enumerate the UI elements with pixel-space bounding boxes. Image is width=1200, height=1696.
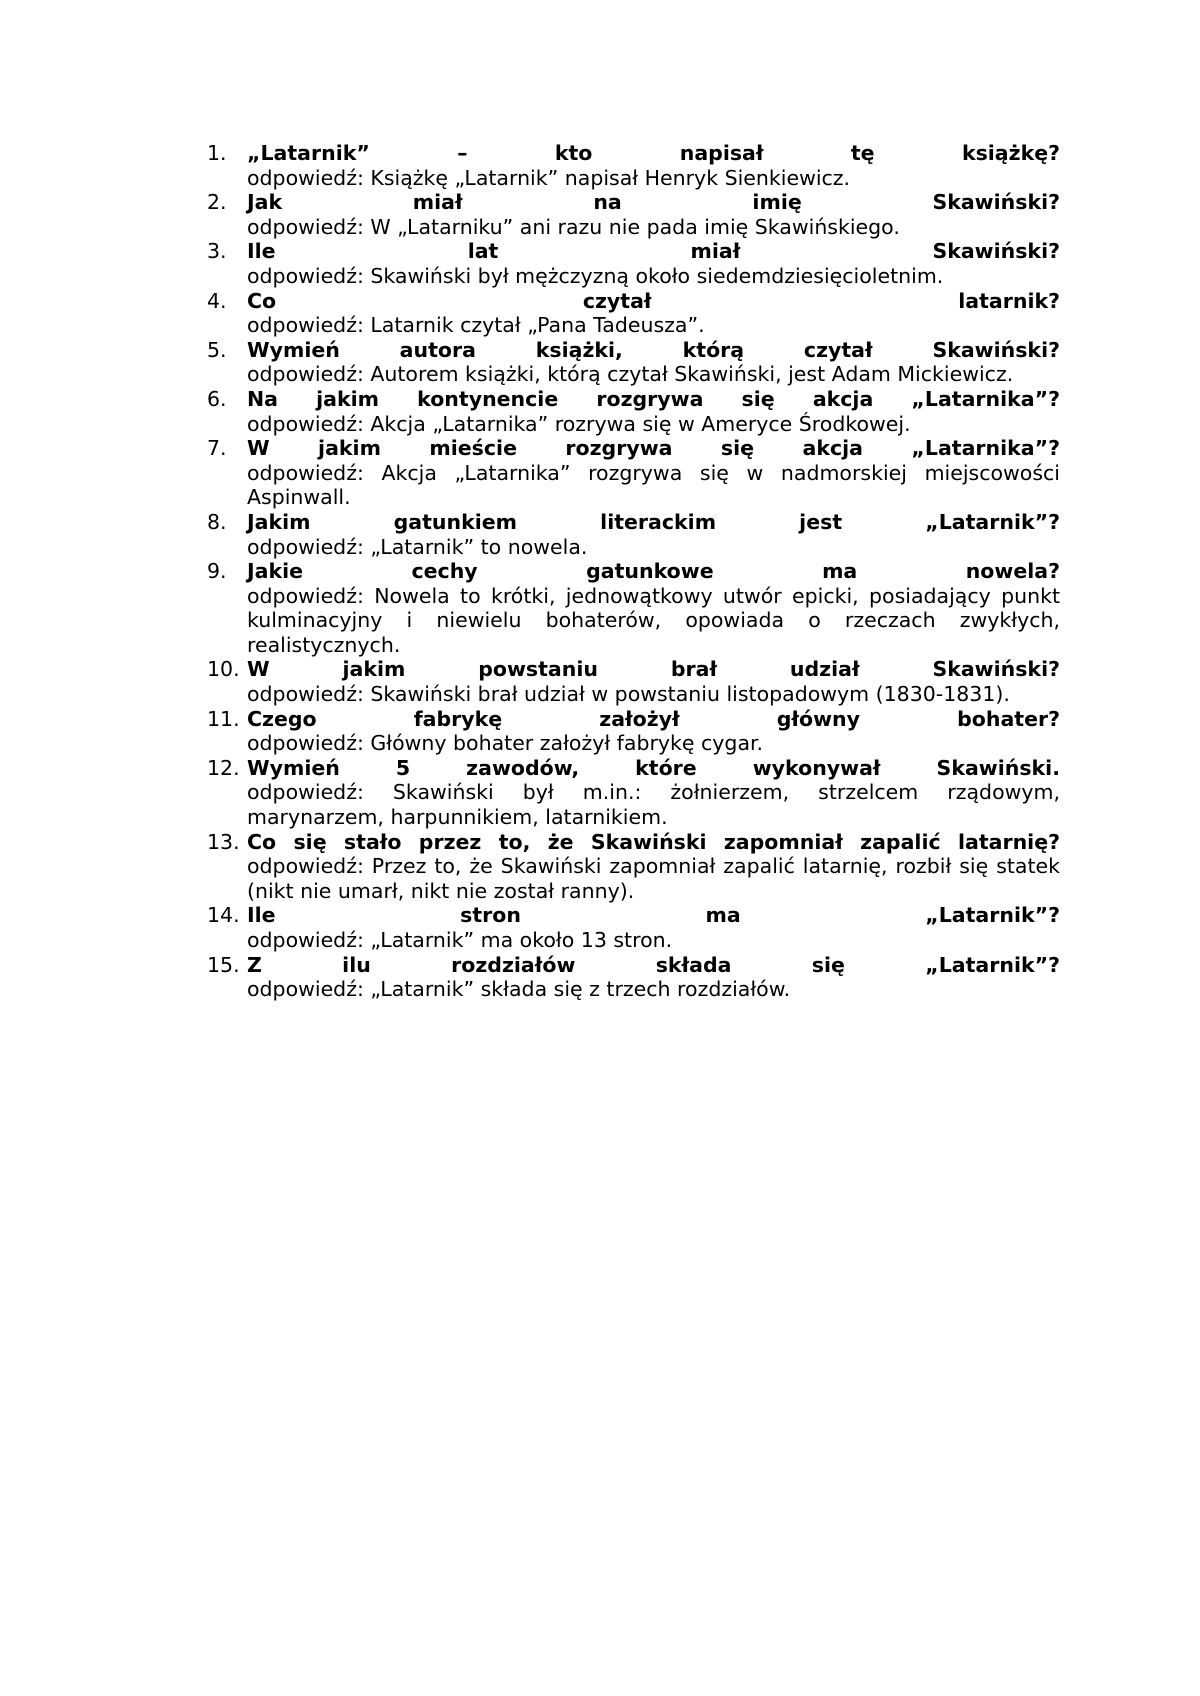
list-item bbox=[207, 387, 1060, 436]
question-text: W jakim mieście rozgrywa się akcja „Latarnika”? bbox=[247, 436, 1060, 461]
item-number: 10. bbox=[207, 657, 240, 682]
question-text: Z ilu rozdziałów składa się „Latarnik”? bbox=[247, 952, 1060, 977]
list-item bbox=[207, 338, 1060, 387]
list-item bbox=[207, 239, 1060, 288]
answer-text: odpowiedź: „Latarnik” to nowela. bbox=[247, 534, 588, 559]
list-item bbox=[207, 436, 1060, 510]
item-number: 9. bbox=[207, 559, 227, 584]
item-number: 2. bbox=[207, 190, 227, 215]
answer-text: odpowiedź: Skawiński był mężczyzną około siedemdziesięcioletnim. bbox=[247, 263, 944, 288]
answer-text: odpowiedź: Akcja „Latarnika” rozgrywa się w nadmorskiej miejscowości Aspinwall. bbox=[247, 460, 1060, 510]
question-text: W jakim powstaniu brał udział Skawiński? bbox=[247, 657, 1060, 682]
question-text: Co się stało przez to, że Skawiński zapomniał zapalić latarnię? bbox=[247, 829, 1060, 854]
answer-text: odpowiedź: Latarnik czytał „Pana Tadeusza”. bbox=[247, 313, 705, 338]
item-number: 14. bbox=[207, 903, 240, 928]
question-text: Czego fabrykę założył główny bohater? bbox=[247, 706, 1060, 731]
item-number: 13. bbox=[207, 829, 240, 854]
question-text: Wymień autora książki, którą czytał Skawiński? bbox=[247, 337, 1060, 362]
list-item bbox=[207, 141, 1060, 190]
question-text: Ile stron ma „Latarnik”? bbox=[247, 903, 1060, 928]
list-item bbox=[207, 707, 1060, 756]
question-text: „Latarnik” – kto napisał tę książkę? bbox=[247, 141, 1060, 165]
list-item bbox=[207, 289, 1060, 338]
list-item bbox=[207, 830, 1060, 904]
answer-text: odpowiedź: Nowela to krótki, jednowątkowy utwór epicki, posiadający punkt kulminacyjny i niewielu bohaterów, opowiada o rzeczach zwykłych, realistycznych. bbox=[247, 583, 1060, 657]
list-item bbox=[207, 190, 1060, 239]
list-item bbox=[207, 756, 1060, 830]
item-number: 11. bbox=[207, 706, 240, 731]
item-number: 1. bbox=[207, 141, 227, 165]
list-item bbox=[207, 559, 1060, 657]
question-text: Wymień 5 zawodów, które wykonywał Skawiński. bbox=[247, 755, 1060, 780]
answer-text: odpowiedź: Książkę „Latarnik” napisał Henryk Sienkiewicz. bbox=[247, 165, 851, 190]
answer-text: odpowiedź: Główny bohater założył fabrykę cygar. bbox=[247, 731, 764, 756]
item-number: 6. bbox=[207, 386, 227, 411]
item-number: 8. bbox=[207, 509, 227, 534]
item-number: 12. bbox=[207, 755, 240, 780]
answer-text: odpowiedź: Przez to, że Skawiński zapomniał zapalić latarnię, rozbił się statek (nikt nie umarł, nikt nie został ranny). bbox=[247, 854, 1060, 903]
document-body bbox=[207, 141, 1060, 1002]
question-text: Jakim gatunkiem literackim jest „Latarnik”? bbox=[247, 509, 1060, 534]
question-list bbox=[207, 141, 1060, 1002]
answer-text: odpowiedź: Skawiński był m.in.: żołnierzem, strzelcem rządowym, marynarzem, harpunnikiem, latarnikiem. bbox=[247, 780, 1060, 830]
question-text: Co czytał latarnik? bbox=[247, 288, 1060, 313]
answer-text: odpowiedź: „Latarnik” składa się z trzech rozdziałów. bbox=[247, 977, 791, 1002]
list-item bbox=[207, 953, 1060, 1002]
item-number: 7. bbox=[207, 436, 227, 461]
question-text: Ile lat miał Skawiński? bbox=[247, 239, 1060, 264]
answer-text: odpowiedź: Skawiński brał udział w powstaniu listopadowym (1830-1831). bbox=[247, 682, 1010, 707]
answer-text: odpowiedź: Akcja „Latarnika” rozrywa się w Ameryce Środkowej. bbox=[247, 411, 911, 436]
list-item bbox=[207, 903, 1060, 952]
question-text: Na jakim kontynencie rozgrywa się akcja „Latarnika”? bbox=[247, 386, 1060, 411]
item-number: 15. bbox=[207, 952, 240, 977]
answer-text: odpowiedź: Autorem książki, którą czytał Skawiński, jest Adam Mickiewicz. bbox=[247, 362, 1014, 387]
item-number: 3. bbox=[207, 239, 227, 264]
list-item bbox=[207, 510, 1060, 559]
item-number: 4. bbox=[207, 288, 227, 313]
item-number: 5. bbox=[207, 337, 227, 362]
answer-text: odpowiedź: „Latarnik” ma około 13 stron. bbox=[247, 928, 673, 952]
list-item bbox=[207, 657, 1060, 706]
answer-text: odpowiedź: W „Latarniku” ani razu nie pada imię Skawińskiego. bbox=[247, 214, 900, 239]
question-text: Jakie cechy gatunkowe ma nowela? bbox=[247, 559, 1060, 584]
question-text: Jak miał na imię Skawiński? bbox=[247, 190, 1060, 215]
